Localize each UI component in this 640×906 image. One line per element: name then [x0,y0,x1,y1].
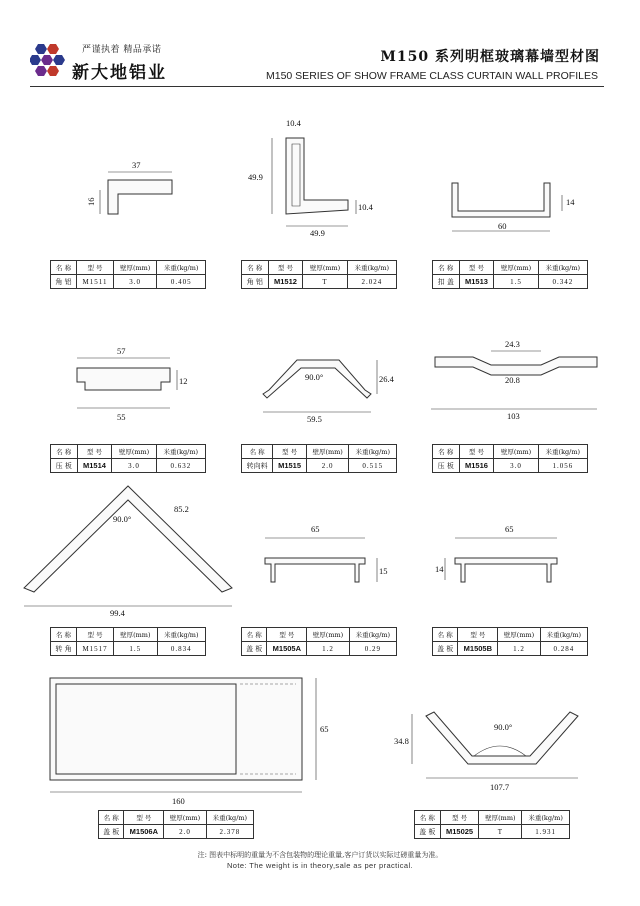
profile-thickness: 3.0 [494,459,538,473]
profile-model: M1517 [77,642,114,656]
header-thickness: 壁厚(mm) [494,261,538,275]
spec-table-m1506a [98,810,254,839]
profile-drawing-m1515 [255,350,395,430]
dimension-label: 60 [498,221,507,231]
company-slogan: 严谨执着 精品承诺 [82,45,162,55]
header-name: 名 称 [415,811,441,825]
profile-model: M1512 [268,275,303,289]
header-thickness: 壁厚(mm) [114,628,157,642]
header-weight: 米重(kg/m) [538,261,587,275]
header-thickness: 壁厚(mm) [306,445,349,459]
header-divider [30,86,604,87]
dimension-label: 90.0° [113,514,132,524]
dimension-label: 59.5 [307,414,322,424]
profile-model: M15025 [440,825,479,839]
header-model: 型 号 [268,261,303,275]
profile-thickness: 1.5 [494,275,538,289]
spec-table-m1505b [432,627,588,656]
dimension-label: 12 [179,376,188,386]
profile-thickness: 2.0 [164,825,206,839]
dimension-label: 57 [117,346,126,356]
header-name: 名 称 [433,445,460,459]
header-weight: 米重(kg/m) [347,261,396,275]
header-name: 名 称 [242,628,267,642]
profile-name: 盖 板 [242,642,267,656]
header-name: 名 称 [51,261,77,275]
dimension-label: 107.7 [490,782,510,792]
header-name: 名 称 [242,445,273,459]
header-model: 型 号 [124,811,164,825]
profile-weight: 0.29 [349,642,396,656]
dimension-label: 90.0° [494,722,513,732]
header-model: 型 号 [459,261,494,275]
profile-thickness: 2.0 [306,459,349,473]
profile-thickness: 1.2 [498,642,540,656]
header-model: 型 号 [77,261,114,275]
header-name: 名 称 [51,628,77,642]
spec-table-m1505a [241,627,397,656]
dimension-label: 49.9 [248,172,263,182]
profile-name: 角 铝 [51,275,77,289]
footer-note-en: Note: The weight is in theory,sale as per practical. [226,861,414,870]
header-weight: 米重(kg/m) [522,811,570,825]
header-name: 名 称 [51,445,78,459]
spec-table-m1515 [241,444,397,473]
header-thickness: 壁厚(mm) [307,628,349,642]
profile-name: 盖 板 [415,825,441,839]
spec-table-m1514 [50,444,206,473]
dimension-label: 65 [505,524,514,534]
profile-thickness: 1.5 [114,642,157,656]
dimension-label: 20.8 [505,375,520,385]
dimension-label: 34.8 [394,736,409,746]
profile-name: 角 铝 [242,275,269,289]
profile-model: M1515 [273,459,307,473]
profile-drawing-m1505a [255,520,395,600]
profile-drawing-m1512 [248,110,398,240]
profile-weight: 1.056 [538,459,587,473]
company-name: 新大地铝业 [72,63,167,83]
profile-thickness: 1.2 [307,642,349,656]
dimension-label: 10.4 [358,202,373,212]
profile-drawing-m1511 [60,150,190,240]
dimension-label: 15 [379,566,388,576]
page-title-cn: M150 系列明框玻璃幕墙型材图 [380,49,600,65]
spec-table-m15025 [414,810,570,839]
profile-name: 扣 盖 [433,275,460,289]
profile-model: M1505B [458,642,498,656]
header-thickness: 壁厚(mm) [113,261,157,275]
profile-weight: 0.284 [540,642,587,656]
dimension-label: 65 [320,724,329,734]
profile-weight: 0.405 [157,275,206,289]
page-title-en: M150 SERIES OF SHOW FRAME CLASS CURTAIN WALL PROFILES [266,70,598,82]
profile-model: M1514 [77,459,112,473]
header-model: 型 号 [273,445,307,459]
dimension-label: 26.4 [379,374,394,384]
dimension-label: 90.0° [305,372,324,382]
profile-thickness: 3.0 [112,459,156,473]
header-model: 型 号 [459,445,494,459]
profile-name: 盖 板 [99,825,124,839]
header-name: 名 称 [99,811,124,825]
profile-name: 盖 板 [433,642,458,656]
profile-weight: 0.632 [156,459,205,473]
header-weight: 米重(kg/m) [156,445,205,459]
spec-table-m1517 [50,627,206,656]
profile-thickness: 3.0 [113,275,157,289]
profile-drawing-m1506a [40,670,340,810]
spec-table-m1512 [241,260,397,289]
dimension-label: 99.4 [110,608,125,618]
profile-drawing-m15025 [390,690,610,800]
header-weight: 米重(kg/m) [206,811,253,825]
header-thickness: 壁厚(mm) [164,811,206,825]
dimension-label: 65 [311,524,320,534]
dimension-label: 14 [435,564,444,574]
header-model: 型 号 [77,445,112,459]
profile-model: M1506A [124,825,164,839]
header-thickness: 壁厚(mm) [479,811,522,825]
profile-model: M1516 [459,459,494,473]
header-weight: 米重(kg/m) [349,628,396,642]
profile-name: 压 板 [51,459,78,473]
profile-drawing-m1505b [435,520,575,600]
header-thickness: 壁厚(mm) [494,445,538,459]
dimension-label: 37 [132,160,141,170]
profile-thickness: T [479,825,522,839]
profile-drawing-m1516 [425,335,605,425]
profile-model: M1505A [267,642,307,656]
dimension-label: 49.9 [310,228,325,238]
header-weight: 米重(kg/m) [538,445,587,459]
header-model: 型 号 [267,628,307,642]
header-thickness: 壁厚(mm) [303,261,347,275]
header-model: 型 号 [440,811,479,825]
header-weight: 米重(kg/m) [157,261,206,275]
profile-model: M1513 [459,275,494,289]
header-name: 名 称 [242,261,269,275]
dimension-label: 24.3 [505,339,520,349]
profile-name: 转向料 [242,459,273,473]
dimension-label: 85.2 [174,504,189,514]
profile-thickness: T [303,275,347,289]
spec-table-m1516 [432,444,588,473]
profile-drawing-m1514 [65,340,195,430]
header-thickness: 壁厚(mm) [112,445,156,459]
dimension-label: 10.4 [286,118,301,128]
header-model: 型 号 [458,628,498,642]
dimension-label: 55 [117,412,126,422]
header-name: 名 称 [433,261,460,275]
header-name: 名 称 [433,628,458,642]
company-logo-icon [30,42,66,78]
spec-table-m1511 [50,260,206,289]
profile-weight: 2.378 [206,825,253,839]
profile-weight: 0.342 [538,275,587,289]
header-model: 型 号 [77,628,114,642]
header-thickness: 壁厚(mm) [498,628,540,642]
spec-table-m1513 [432,260,588,289]
profile-weight: 1.931 [522,825,570,839]
dimension-label: 16 [86,197,96,206]
header-weight: 米重(kg/m) [349,445,397,459]
dimension-label: 103 [507,411,520,421]
profile-name: 压 板 [433,459,460,473]
profile-name: 转 角 [51,642,77,656]
header-weight: 米重(kg/m) [540,628,587,642]
profile-drawing-m1513 [440,165,590,245]
profile-weight: 2.024 [347,275,396,289]
profile-weight: 0.834 [157,642,206,656]
header-weight: 米重(kg/m) [157,628,206,642]
footer-note-cn: 注: 图表中标明的重量为不含包装物的理论重量,客户订货以实际过磅重量为准。 [197,851,443,859]
profile-model: M1511 [77,275,114,289]
dimension-label: 160 [172,796,185,806]
profile-drawing-m1517 [18,470,248,620]
dimension-label: 14 [566,197,575,207]
profile-weight: 0.515 [349,459,397,473]
